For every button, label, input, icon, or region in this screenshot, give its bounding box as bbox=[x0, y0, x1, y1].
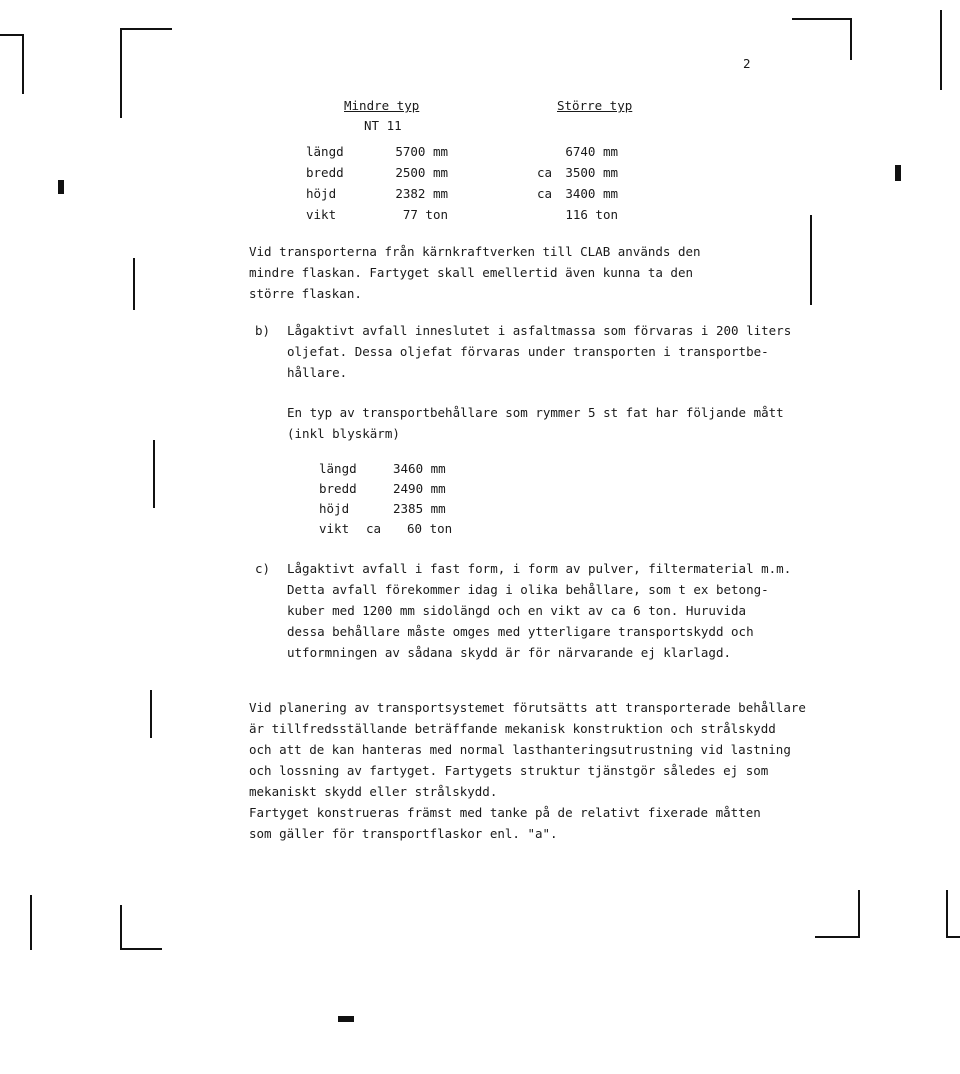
table-row-label: längd bbox=[306, 144, 344, 159]
paragraph-line: En typ av transportbehållare som rymmer 5 st fat har följande mått bbox=[287, 405, 784, 420]
dim-label: bredd bbox=[319, 481, 357, 496]
frame-mark-bottom-left bbox=[30, 895, 32, 950]
paragraph-line: och lossning av fartyget. Fartygets struktur tjänstgör således ej som bbox=[249, 763, 769, 778]
paragraph-line: mekaniskt skydd eller strålskydd. bbox=[249, 784, 498, 799]
paragraph-line: Lågaktivt avfall i fast form, i form av pulver, filtermaterial m.m. bbox=[287, 561, 792, 576]
dim-value: 2385 mm bbox=[393, 501, 446, 516]
dim-prefix: ca bbox=[366, 521, 382, 536]
frame-mark-right-side bbox=[810, 215, 812, 305]
paragraph-line: (inkl blyskärm) bbox=[287, 426, 400, 441]
frame-mark-top-right-2 bbox=[940, 10, 942, 90]
table-cell-large: 6740 mm bbox=[565, 144, 618, 159]
frame-mark-bottom-right bbox=[858, 890, 860, 938]
item-b-marker: b) bbox=[255, 323, 271, 338]
frame-mark-bottom-left-2 bbox=[120, 905, 122, 950]
item-c-marker: c) bbox=[255, 561, 271, 576]
subheader-small-type: NT 11 bbox=[364, 118, 402, 133]
table-cell-small: 77 ton bbox=[402, 207, 448, 222]
paragraph-line: Lågaktivt avfall inneslutet i asfaltmassa som förvaras i 200 liters bbox=[287, 323, 792, 338]
dim-label: vikt bbox=[319, 521, 350, 536]
dim-value: 60 ton bbox=[407, 521, 453, 536]
page-number: 2 bbox=[743, 56, 751, 71]
dim-value: 2490 mm bbox=[393, 481, 446, 496]
table-cell-small: 5700 mm bbox=[395, 144, 448, 159]
table-cell-small: 2500 mm bbox=[395, 165, 448, 180]
frame-mark-left-vertical bbox=[22, 34, 24, 94]
frame-mark-edge-left bbox=[58, 180, 64, 194]
dim-value: 3460 mm bbox=[393, 461, 446, 476]
paragraph-line: är tillfredsställande beträffande mekanisk konstruktion och strålskydd bbox=[249, 721, 776, 736]
header-large-type: Större typ bbox=[557, 98, 633, 113]
paragraph-line: mindre flaskan. Fartyget skall emellertid även kunna ta den bbox=[249, 265, 694, 280]
frame-mark-bottom-right-2 bbox=[946, 890, 948, 938]
paragraph-line: större flaskan. bbox=[249, 286, 362, 301]
frame-mark-top-left bbox=[0, 34, 24, 36]
frame-mark-edge-right bbox=[895, 165, 901, 181]
paragraph-line: kuber med 1200 mm sidolängd och en vikt av ca 6 ton. Huruvida bbox=[287, 603, 747, 618]
table-cell-large: 3400 mm bbox=[565, 186, 618, 201]
frame-mark-left-side bbox=[133, 258, 135, 310]
header-small-type: Mindre typ bbox=[344, 98, 420, 113]
table-cell-small: 2382 mm bbox=[395, 186, 448, 201]
paragraph-line: Vid transporterna från kärnkraftverken till CLAB används den bbox=[249, 244, 701, 259]
table-cell-prefix: ca bbox=[537, 165, 553, 180]
frame-mark-bottom-blot bbox=[338, 1016, 354, 1022]
table-cell-large: 116 ton bbox=[565, 207, 618, 222]
paragraph-line: hållare. bbox=[287, 365, 348, 380]
table-cell-large: 3500 mm bbox=[565, 165, 618, 180]
paragraph-line: Detta avfall förekommer idag i olika behållare, som t ex betong- bbox=[287, 582, 769, 597]
frame-mark-bottom-left-h bbox=[120, 948, 162, 950]
paragraph-line: utformningen av sådana skydd är för närvarande ej klarlagd. bbox=[287, 645, 732, 660]
frame-mark-bottom-right-2-h bbox=[946, 936, 960, 938]
paragraph-line: Vid planering av transportsystemet förutsätts att transporterade behållare bbox=[249, 700, 806, 715]
table-cell-prefix: ca bbox=[537, 186, 553, 201]
table-row-label: bredd bbox=[306, 165, 344, 180]
frame-mark-left-vertical-2 bbox=[120, 28, 122, 118]
paragraph-line: Fartyget konstrueras främst med tanke på de relativt fixerade måtten bbox=[249, 805, 761, 820]
frame-mark-right-vertical bbox=[850, 18, 852, 60]
frame-mark-left-side-2 bbox=[153, 440, 155, 508]
table-row-label: höjd bbox=[306, 186, 337, 201]
paragraph-line: dessa behållare måste omges med ytterligare transportskydd och bbox=[287, 624, 754, 639]
frame-mark-bottom-right-h bbox=[815, 936, 860, 938]
frame-mark-left-side-3 bbox=[150, 690, 152, 738]
frame-mark-top-left-2 bbox=[120, 28, 172, 30]
frame-mark-top-right bbox=[792, 18, 852, 20]
paragraph-line: oljefat. Dessa oljefat förvaras under transporten i transportbe- bbox=[287, 344, 769, 359]
dim-label: längd bbox=[319, 461, 357, 476]
paragraph-line: som gäller för transportflaskor enl. "a". bbox=[249, 826, 558, 841]
table-row-label: vikt bbox=[306, 207, 337, 222]
dim-label: höjd bbox=[319, 501, 350, 516]
paragraph-line: och att de kan hanteras med normal lasthanteringsutrustning vid lastning bbox=[249, 742, 791, 757]
